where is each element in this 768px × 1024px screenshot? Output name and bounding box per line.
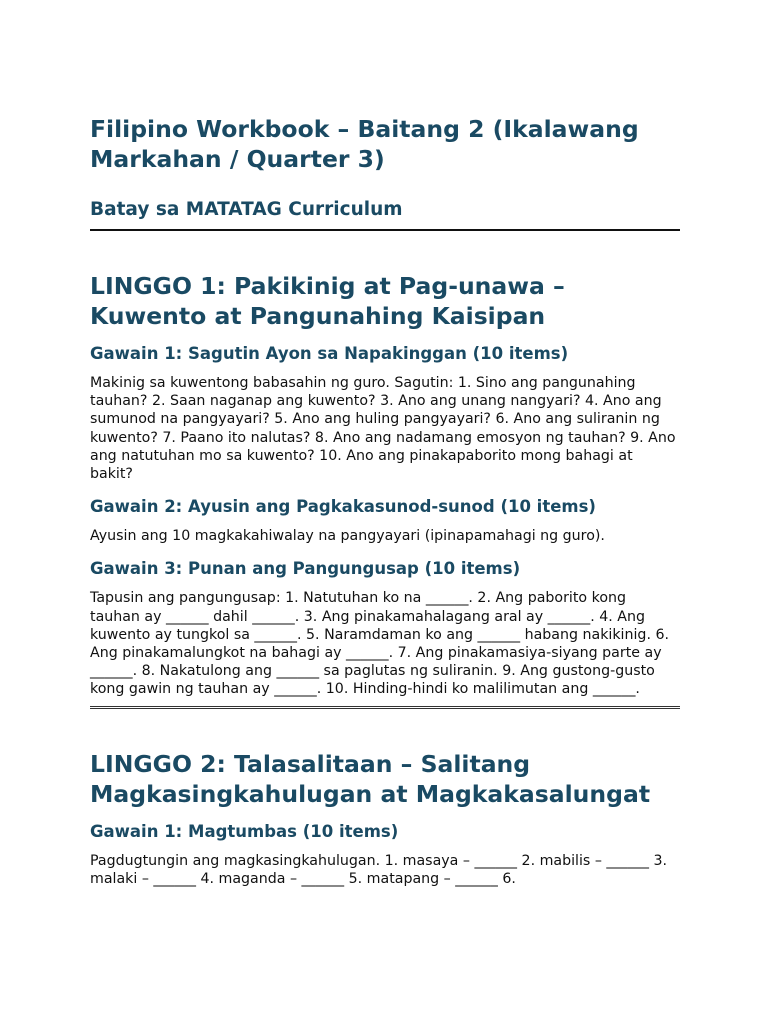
week-2-section (90, 749, 680, 888)
title-divider (90, 229, 680, 231)
week-1-task-2-body: Ayusin ang 10 magkakahiwalay na pangyayari (ipinapamahagi ng guro). (90, 528, 605, 545)
week-2-task-1-heading: Gawain 1: Magtumbas (10 items) (90, 821, 399, 841)
document-title: Filipino Workbook – Baitang 2 (Ikalawang Markahan / Quarter 3) (90, 115, 639, 173)
section-divider (90, 706, 680, 709)
document-subtitle: Batay sa MATATAG Curriculum (90, 199, 403, 220)
week-2-task-1-body: Pagdugtungin ang magkasingkahulugan. 1. masaya – ______ 2. mabilis – ______ 3. malaki – ______ 4. maganda – ______ 5. matapang – ______ 6. (90, 852, 668, 887)
week-1-task-1-heading: Gawain 1: Sagutin Ayon sa Napakinggan (10 items) (90, 344, 569, 363)
week-1-task-3-body: Tapusin ang pangungusap: 1. Natutuhan ko na ______. 2. Ang paborito kong tauhan ay ______ dahil ______. 3. Ang pinakamahalagang aral ay ______. 4. Ang kuwento ay tungkol sa ______. 5. Naramdaman ko ang ______ habang nakikinig. 6. Ang pinakamalungkot na bahagi ay ______. 7. Ang pinakamasiya-siyang parte ay ______. 8. Nakatulong ang ______ sa paglutas ng suliranin. 9. Ang gustong-gusto kong gawin ng tauhan ay ______. 10. Hinding-hindi ko malilimutan ang ______. (90, 590, 669, 698)
week-1-heading: LINGGO 1: Pakikinig at Pag-unawa – Kuwento at Pangunahing Kaisipan (90, 272, 565, 330)
week-1-section (90, 271, 680, 699)
workbook-page (90, 114, 680, 888)
week-2-heading: LINGGO 2: Talasalitaan – Salitang Magkasingkahulugan at Magkakasalungat (90, 749, 651, 808)
week-1-task-3-heading: Gawain 3: Punan ang Pangungusap (10 items) (90, 559, 521, 579)
week-1-task-2-heading: Gawain 2: Ayusin ang Pagkakasunod-sunod (10 items) (90, 497, 596, 517)
week-1-task-1-body: Makinig sa kuwentong babasahin ng guro. Sagutin: 1. Sino ang pangunahing tauhan? 2. Saan naganap ang kuwento? 3. Ano ang unang nangyari? 4. Ano ang sumunod na pangyayari? 5. Ano ang huling pangyayari? 6. Ano ang suliranin ng kuwento? 7. Paano ito nalutas? 8. Ano ang nadamang emosyon ng tauhan? 9. Ano ang natutuhan mo sa kuwento? 10. Ano ang pinakapaborito mong bahagi at bakit? (90, 375, 676, 483)
